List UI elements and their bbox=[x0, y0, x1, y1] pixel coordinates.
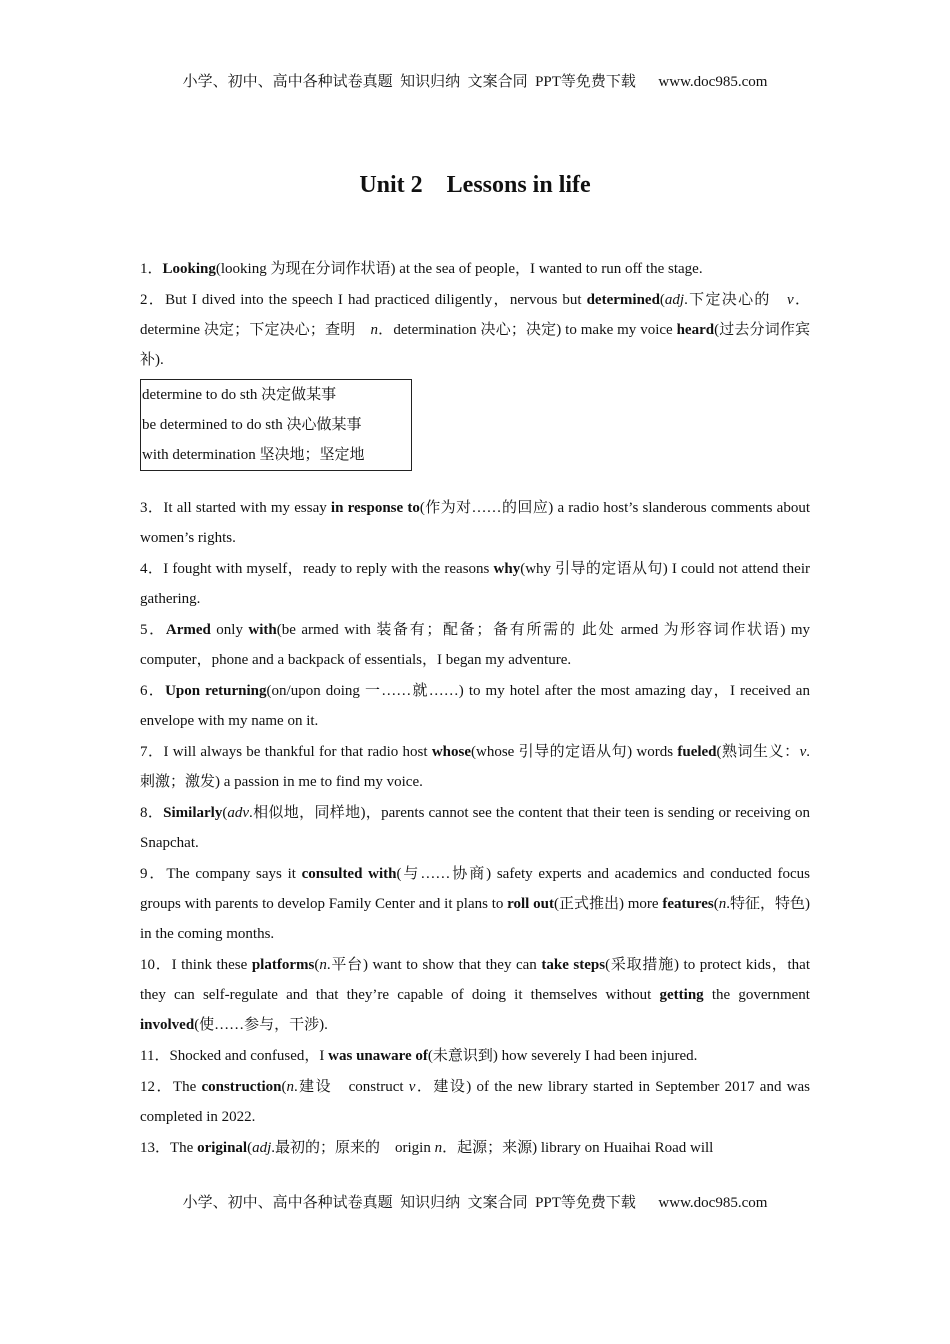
item-text: 13．The bbox=[140, 1140, 198, 1156]
item-text: ( bbox=[713, 896, 719, 912]
usage-note-line: be determined to do sth 决心做某事 bbox=[142, 417, 362, 433]
pos-label: adj bbox=[252, 1140, 272, 1156]
item-text: .最初的；原来的 origin bbox=[271, 1140, 435, 1156]
item-text: (on/upon doing 一……就……) to my hotel after the most amazing day，I received an envelope with my name on it. bbox=[140, 683, 810, 729]
item-text: (未意识到) how severely I had been injured. bbox=[427, 1048, 698, 1064]
keyword: was unaware of bbox=[328, 1048, 428, 1064]
list-item bbox=[140, 798, 810, 858]
item-text: .特征，特色) in the coming months. bbox=[140, 896, 811, 942]
keyword: fueled bbox=[677, 744, 717, 760]
usage-note-line: with determination 坚决地；坚定地 bbox=[142, 447, 365, 463]
item-text: .平台) want to show that they can bbox=[326, 957, 542, 973]
item-text: (采取措施) to protect kids，that they can self-regulate and that they’re capable of doing it themselves without bbox=[140, 957, 810, 1003]
keyword: Armed bbox=[165, 622, 211, 638]
pos-label: n bbox=[434, 1140, 443, 1156]
keyword: heard bbox=[676, 322, 715, 338]
item-text: (whose 引导的定语从句) words bbox=[471, 744, 678, 760]
keyword: original bbox=[197, 1140, 248, 1156]
list-item bbox=[140, 493, 810, 553]
pos-label: n bbox=[319, 957, 327, 973]
list-item bbox=[140, 615, 810, 675]
item-text: (与……协商) safety experts and academics and conducted focus groups with parents to develop Family Center and it plans to bbox=[140, 866, 810, 912]
document-body bbox=[140, 254, 810, 1164]
keyword: involved bbox=[140, 1017, 195, 1033]
item-text: ( bbox=[281, 1079, 287, 1095]
keyword: Looking bbox=[162, 261, 216, 277]
page-title: Unit 2 Lessons in life bbox=[359, 172, 591, 198]
item-text: (过去分词作宾补). bbox=[140, 322, 810, 368]
keyword: getting bbox=[659, 987, 704, 1003]
usage-note-line: determine to do sth 决定做某事 bbox=[142, 387, 337, 403]
item-number: 8． bbox=[140, 805, 164, 821]
pos-label: n bbox=[286, 1079, 294, 1095]
usage-note-box bbox=[140, 379, 412, 471]
item-text: ( bbox=[222, 805, 228, 821]
item-text: ．起源；来源) library on Huaihai Road will bbox=[442, 1140, 714, 1156]
item-text: the government bbox=[703, 987, 810, 1003]
list-item bbox=[140, 254, 810, 284]
keyword: why bbox=[493, 561, 521, 577]
item-text: (looking 为现在分词作状语) at the sea of people，I wanted to run off the stage. bbox=[215, 261, 703, 277]
list-item bbox=[140, 1072, 810, 1132]
item-text: .刺激；激发) a passion in me to find my voice. bbox=[140, 744, 811, 790]
item-text: 12．The bbox=[140, 1079, 202, 1095]
item-text: 11．Shocked and confused，I bbox=[140, 1048, 329, 1064]
item-text: (正式推出) more bbox=[553, 896, 663, 912]
keyword: consulted with bbox=[301, 866, 397, 882]
pos-label: adj bbox=[664, 292, 685, 308]
keyword: platforms bbox=[251, 957, 315, 973]
list-item bbox=[140, 554, 810, 614]
list-item bbox=[140, 285, 810, 375]
item-text: only bbox=[210, 622, 249, 638]
list-item bbox=[140, 1041, 810, 1071]
keyword: Similarly bbox=[163, 805, 223, 821]
item-text: (why 引导的定语从句) I could not attend their gathering. bbox=[140, 561, 810, 607]
item-text: ( bbox=[659, 292, 665, 308]
list-item bbox=[140, 676, 810, 736]
item-text: .相似地，同样地)，parents cannot see the content that their teen is sending or receiving on Snapchat. bbox=[140, 805, 810, 851]
item-text: (be armed with 装备有；配备；备有所需的 此处 armed 为形容词作状语) my computer，phone and a backpack of essentials，I began my adventure. bbox=[140, 622, 810, 668]
list-item bbox=[140, 737, 810, 797]
item-text: (作为对……的回应) a radio host’s slanderous comments about women’s rights. bbox=[140, 500, 810, 546]
keyword: Upon returning bbox=[165, 683, 267, 699]
pos-label: n bbox=[370, 322, 379, 338]
pos-label: v bbox=[787, 292, 794, 308]
item-text: .下定决心的 bbox=[684, 292, 787, 308]
list-item bbox=[140, 1133, 810, 1163]
item-text: (熟词生义： bbox=[716, 744, 800, 760]
page-header: 小学、初中、高中各种试卷真题 知识归纳 文案合同 PPT等免费下载 www.doc985.com bbox=[182, 74, 768, 90]
keyword: whose bbox=[431, 744, 471, 760]
keyword: in response to bbox=[330, 500, 420, 516]
item-text: 3．It all started with my essay bbox=[140, 500, 331, 516]
keyword: take steps bbox=[541, 957, 606, 973]
item-text: 9．The company says it bbox=[140, 866, 302, 882]
item-text: .建设 construct bbox=[293, 1079, 409, 1095]
item-text: ．建设) of the new library started in September 2017 and was completed in 2022. bbox=[140, 1079, 811, 1125]
item-text: ．determine 决定；下定决心；查明 bbox=[140, 292, 810, 338]
item-text: ( bbox=[247, 1140, 253, 1156]
keyword: with bbox=[248, 622, 277, 638]
keyword: construction bbox=[201, 1079, 282, 1095]
keyword: features bbox=[662, 896, 714, 912]
item-text: 7．I will always be thankful for that radio host bbox=[140, 744, 432, 760]
pos-label: v bbox=[799, 744, 807, 760]
item-text: 10．I think these bbox=[140, 957, 252, 973]
item-number: 1． bbox=[140, 261, 163, 277]
item-text: ( bbox=[314, 957, 320, 973]
item-text: (使……参与，干涉). bbox=[194, 1017, 328, 1033]
pos-label: adv bbox=[227, 805, 250, 821]
list-item bbox=[140, 859, 810, 949]
list-item bbox=[140, 950, 810, 1040]
keyword: determined bbox=[586, 292, 660, 308]
item-text: 4．I fought with myself，ready to reply with the reasons bbox=[140, 561, 494, 577]
item-number: 5． bbox=[140, 622, 166, 638]
item-text: ．determination 决心；决定) to make my voice bbox=[378, 322, 677, 338]
keyword: roll out bbox=[507, 896, 554, 912]
page-footer: 小学、初中、高中各种试卷真题 知识归纳 文案合同 PPT等免费下载 www.doc985.com bbox=[182, 1195, 768, 1211]
item-text: 2．But I dived into the speech I had practiced diligently，nervous but bbox=[140, 292, 587, 308]
pos-label: v bbox=[408, 1079, 416, 1095]
pos-label: n bbox=[718, 896, 727, 912]
item-number: 6． bbox=[140, 683, 166, 699]
